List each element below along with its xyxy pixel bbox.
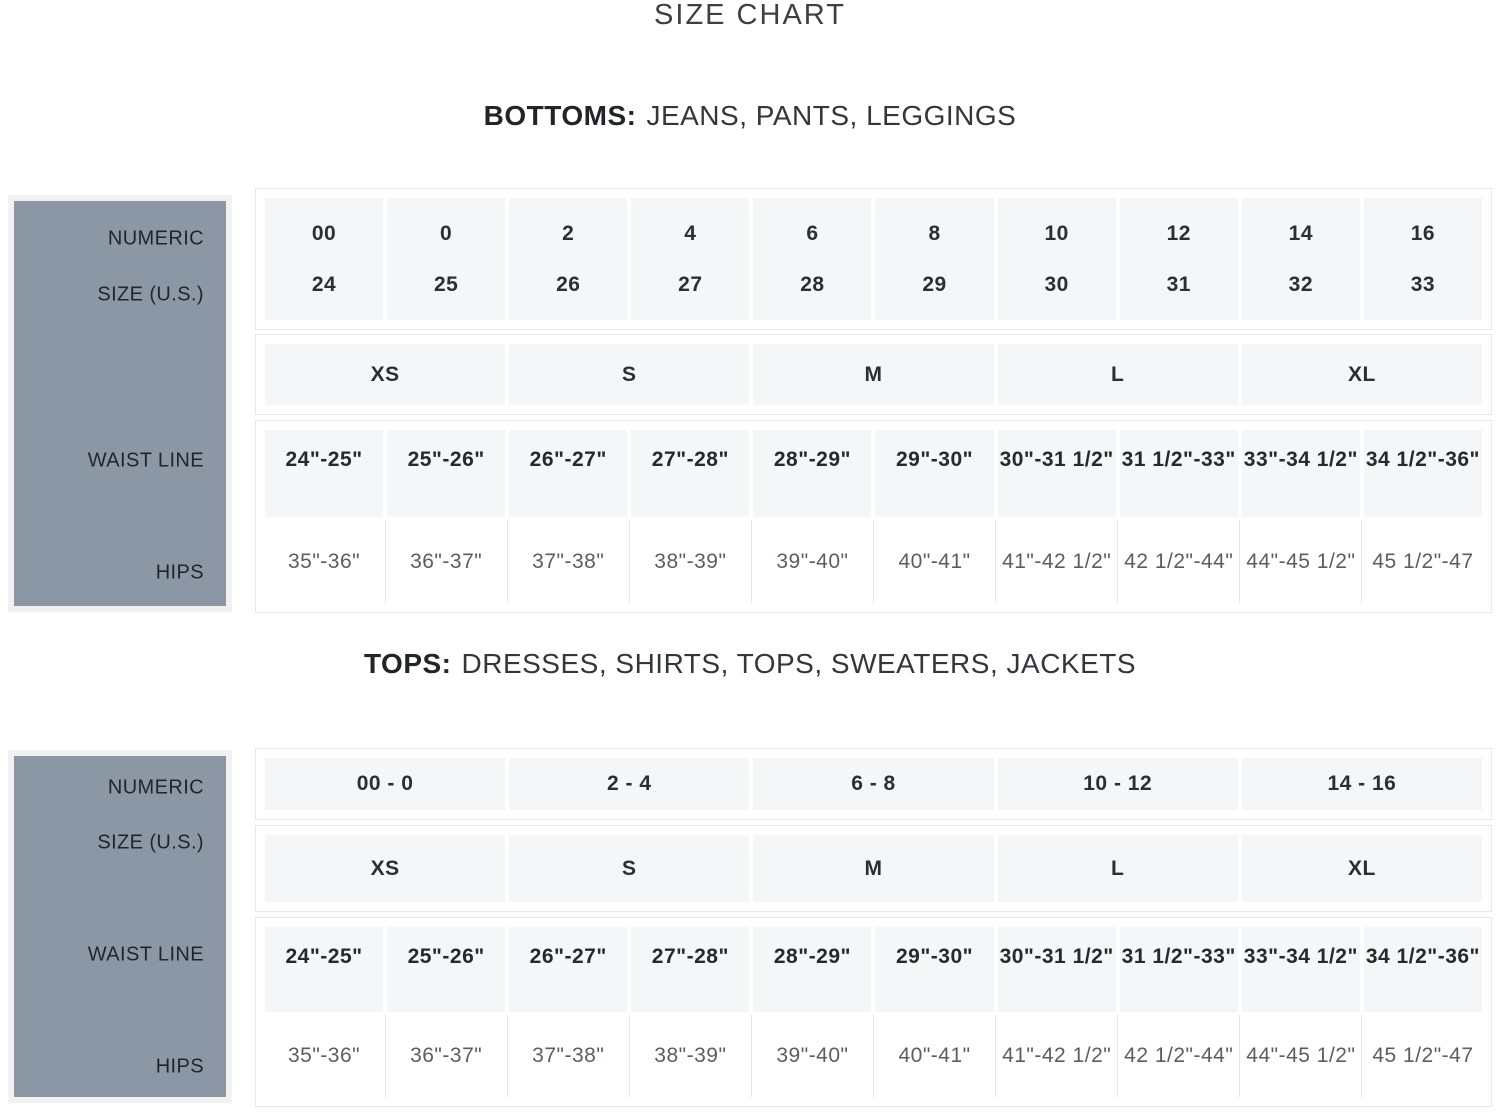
numeric-size-cell: 2 - 4 — [509, 758, 749, 810]
waist-size-value: 28 — [800, 272, 825, 296]
row-label-size-us: SIZE (U.S.) — [97, 831, 204, 854]
row-label-hips: HIPS — [155, 561, 204, 584]
tops-heading-items: DRESSES, SHIRTS, TOPS, SWEATERS, JACKETS — [461, 648, 1137, 679]
bottoms-row-header-panel — [8, 195, 232, 612]
bottoms-row-header-background — [14, 201, 226, 606]
waist-line-cell: 30"-31 1/2" — [998, 927, 1116, 1012]
numeric-size-cell — [631, 198, 749, 320]
bottoms-numeric-grid — [265, 198, 1482, 320]
us-size-value: 14 — [1288, 221, 1314, 245]
letter-size-cell: XS — [265, 835, 505, 902]
tops-row-header-panel — [8, 750, 232, 1103]
waist-line-cell: 30"-31 1/2" — [998, 430, 1116, 517]
tops-hips-grid — [265, 1015, 1482, 1097]
bottoms-measurements-rows — [255, 420, 1492, 613]
letter-size-cell: M — [753, 835, 993, 902]
us-size-value: 4 — [684, 221, 697, 245]
hips-cell: 36"-37" — [387, 1015, 505, 1097]
row-label-waist-line: WAIST LINE — [87, 449, 204, 472]
us-size-value: 10 — [1044, 221, 1069, 245]
letter-size-cell: XL — [1242, 344, 1482, 405]
us-size-value: 16 — [1410, 221, 1436, 245]
numeric-size-cell — [1364, 198, 1482, 320]
bottoms-measurements — [265, 430, 1482, 603]
hips-cell: 39"-40" — [753, 1015, 871, 1097]
waist-line-cell: 28"-29" — [753, 430, 871, 517]
waist-line-cell: 25"-26" — [387, 927, 505, 1012]
numeric-size-cell: 10 - 12 — [998, 758, 1238, 810]
numeric-size-cell — [753, 198, 871, 320]
waist-line-cell: 31 1/2"-33" — [1120, 927, 1238, 1012]
waist-line-cell: 34 1/2"-36" — [1364, 430, 1482, 517]
bottoms-numeric-size-row — [255, 188, 1492, 330]
tops-letter-grid — [265, 835, 1482, 902]
hips-cell: 38"-39" — [631, 520, 749, 603]
hips-cell: 44"-45 1/2" — [1242, 520, 1360, 603]
tops-section-heading — [0, 646, 1500, 682]
hips-cell: 40"-41" — [875, 1015, 993, 1097]
hips-cell: 42 1/2"-44" — [1120, 520, 1238, 603]
row-label-numeric: NUMERIC — [107, 776, 204, 799]
waist-line-cell: 33"-34 1/2" — [1242, 927, 1360, 1012]
letter-size-cell: S — [509, 835, 749, 902]
hips-cell: 40"-41" — [875, 520, 993, 603]
hips-cell: 37"-38" — [509, 1015, 627, 1097]
numeric-size-cell — [265, 198, 383, 320]
us-size-value: 0 — [440, 221, 453, 245]
us-size-value: 6 — [806, 221, 819, 245]
hips-cell: 36"-37" — [387, 520, 505, 603]
tops-row-header-background — [14, 756, 226, 1097]
hips-cell: 38"-39" — [631, 1015, 749, 1097]
tops-letter-size-row — [255, 825, 1492, 912]
numeric-size-cell — [387, 198, 505, 320]
row-label-hips: HIPS — [155, 1055, 204, 1078]
numeric-size-cell — [998, 198, 1116, 320]
hips-cell: 41"-42 1/2" — [998, 520, 1116, 603]
tops-numeric-size-row — [255, 748, 1492, 820]
bottoms-letter-grid — [265, 344, 1482, 405]
waist-line-cell: 26"-27" — [509, 927, 627, 1012]
tops-table-group — [8, 748, 1492, 1108]
numeric-size-cell: 6 - 8 — [753, 758, 993, 810]
waist-line-cell: 34 1/2"-36" — [1364, 927, 1482, 1012]
waist-size-value: 25 — [433, 272, 459, 296]
waist-size-value: 31 — [1166, 272, 1191, 296]
waist-line-cell: 26"-27" — [509, 430, 627, 517]
waist-line-cell: 27"-28" — [631, 927, 749, 1012]
row-label-numeric: NUMERIC — [107, 227, 204, 250]
letter-size-cell: XS — [265, 344, 505, 405]
waist-size-value: 27 — [678, 272, 703, 296]
waist-line-cell: 28"-29" — [753, 927, 871, 1012]
bottoms-waist-grid — [265, 430, 1482, 517]
bottoms-hips-grid — [265, 520, 1482, 603]
numeric-size-cell: 14 - 16 — [1242, 758, 1482, 810]
hips-cell: 39"-40" — [753, 520, 871, 603]
tops-numeric-grid — [265, 758, 1482, 810]
bottoms-heading-category: BOTTOMS: — [483, 100, 637, 131]
us-size-value: 2 — [562, 221, 575, 245]
waist-line-cell: 31 1/2"-33" — [1120, 430, 1238, 517]
waist-size-value: 32 — [1288, 272, 1314, 296]
numeric-size-cell — [875, 198, 993, 320]
us-size-value: 12 — [1166, 221, 1191, 245]
hips-cell: 35"-36" — [287, 549, 361, 573]
row-label-waist-line: WAIST LINE — [87, 943, 204, 966]
waist-line-cell: 24"-25" — [265, 927, 383, 1012]
letter-size-cell: L — [998, 835, 1238, 902]
hips-cell: 41"-42 1/2" — [998, 1015, 1116, 1097]
waist-line-cell: 29"-30" — [875, 430, 993, 517]
numeric-size-cell — [1242, 198, 1360, 320]
hips-cell: 44"-45 1/2" — [1242, 1015, 1360, 1097]
numeric-size-cell: 00 - 0 — [265, 758, 505, 810]
us-size-value: 00 — [311, 221, 337, 245]
waist-size-value: 33 — [1410, 272, 1436, 296]
hips-cell: 42 1/2"-44" — [1120, 1015, 1238, 1097]
letter-size-cell: XL — [1242, 835, 1482, 902]
numeric-size-cell — [1120, 198, 1238, 320]
tops-waist-grid — [265, 927, 1482, 1012]
hips-cell: 45 1/2"-47 — [1364, 1015, 1482, 1097]
waist-line-cell: 29"-30" — [875, 927, 993, 1012]
waist-line-cell: 24"-25" — [265, 430, 383, 517]
bottoms-heading-items: JEANS, PANTS, LEGGINGS — [646, 100, 1017, 131]
hips-cell: 37"-38" — [509, 520, 627, 603]
numeric-size-cell — [509, 198, 627, 320]
us-size-value: 8 — [928, 221, 941, 245]
tops-heading-category: TOPS: — [363, 648, 452, 679]
waist-size-value: 30 — [1044, 272, 1069, 296]
tops-measurements-rows — [255, 917, 1492, 1107]
letter-size-cell: M — [753, 344, 993, 405]
bottoms-letter-size-row — [255, 334, 1492, 415]
waist-line-cell: 33"-34 1/2" — [1242, 430, 1360, 517]
waist-size-value: 24 — [311, 272, 337, 296]
bottoms-section-heading — [0, 98, 1500, 134]
hips-cell: 45 1/2"-47 — [1364, 520, 1482, 603]
page-title: SIZE CHART — [654, 0, 846, 31]
letter-size-cell: S — [509, 344, 749, 405]
waist-line-cell: 27"-28" — [631, 430, 749, 517]
letter-size-cell: L — [998, 344, 1238, 405]
waist-size-value: 26 — [556, 272, 581, 296]
waist-line-cell: 25"-26" — [387, 430, 505, 517]
waist-size-value: 29 — [922, 272, 947, 296]
row-label-size-us: SIZE (U.S.) — [97, 283, 204, 306]
hips-cell: 35"-36" — [287, 1044, 361, 1068]
tops-measurements — [265, 927, 1482, 1097]
bottoms-table-group — [8, 188, 1492, 618]
